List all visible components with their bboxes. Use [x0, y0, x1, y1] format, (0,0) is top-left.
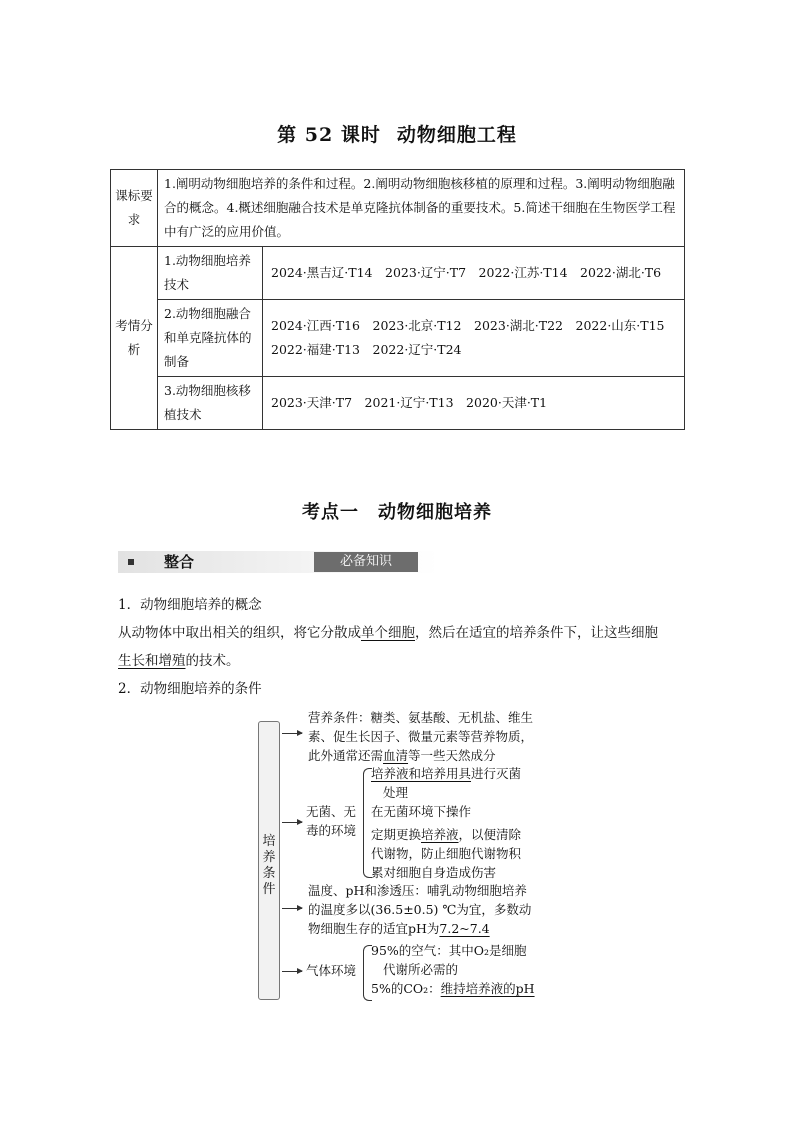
banner-main-label: 整合 — [164, 553, 195, 571]
analysis-row — [111, 300, 685, 377]
text-line: 素、促生长因子、微量元素等营养物质， — [308, 729, 534, 744]
sterile-label — [306, 802, 356, 840]
requirements-text: 1.阐明动物细胞培养的条件和过程。2.阐明动物细胞核移植的原理和过程。3.阐明动物细胞融合的概念。4.概述细胞融合技术是单克隆抗体制备的重要技术。5.简述干细胞在生物医学工程中有广泛的应用价值。 — [158, 170, 685, 247]
text-span: ，以便清除 — [458, 827, 522, 842]
text-line: 95%的空气：其中O₂是细胞 — [371, 943, 527, 958]
requirements-header: 课标要求 — [111, 170, 158, 247]
exam-refs-cell: 2024·黑吉辽·T14 2023·辽宁·T7 2022·江苏·T14 2022·湖北·T6 — [263, 247, 685, 300]
section-title: 考点一 动物细胞培养 — [302, 502, 492, 523]
text-span: ，然后在适宜的培养条件下，让这些细胞 — [415, 625, 658, 641]
text-line — [371, 979, 535, 998]
text-line — [308, 746, 533, 765]
text-span: 从动物体中取出相关的组织，将它分散成 — [118, 625, 361, 641]
root-label: 培 养 条 件 — [262, 834, 276, 897]
point1-body — [118, 619, 688, 675]
text-line — [308, 919, 531, 938]
analysis-row — [111, 377, 685, 430]
banner-sub-label: 必备知识 — [314, 552, 418, 572]
text-line: 营养条件：糖类、氨基酸、无机盐、维生 — [308, 710, 534, 725]
topic-cell: 3.动物细胞核移植技术 — [158, 377, 263, 430]
exam-refs-line: 2022·福建·T13 2022·辽宁·T24 — [271, 342, 462, 357]
temperature-text — [308, 881, 531, 938]
exam-refs-line: 2024·江西·T16 2023·北京·T12 2023·湖北·T22 2022·山东·T15 — [271, 318, 665, 333]
nutrition-text — [308, 708, 533, 765]
exam-refs-cell: 2023·天津·T7 2021·辽宁·T13 2020·天津·T1 — [263, 377, 685, 430]
text-line: 处理 — [383, 785, 409, 800]
text-line — [371, 825, 521, 844]
lesson-name: 动物细胞工程 — [396, 124, 517, 146]
text-span: 此外通常还需 — [308, 748, 384, 763]
text-span: 5%的CO₂： — [371, 981, 441, 996]
underlined-term: 血清 — [383, 748, 409, 763]
square-bullet-icon — [128, 559, 134, 565]
text-span: 等一些天然成分 — [408, 748, 496, 763]
text-line: 代谢所必需的 — [383, 962, 459, 977]
analysis-header: 考情分析 — [111, 247, 158, 430]
underlined-term: 单个细胞 — [361, 625, 415, 641]
point1-heading: 1．动物细胞培养的概念 — [118, 597, 262, 613]
arrow-icon — [282, 908, 302, 909]
arrow-icon — [282, 733, 302, 734]
analysis-row — [111, 247, 685, 300]
exam-refs-cell — [263, 300, 685, 377]
lesson-number: 第 52 课时 — [277, 124, 381, 146]
text-span: 进行灭菌 — [471, 766, 522, 781]
text-line — [371, 764, 521, 783]
arrow-icon — [282, 822, 302, 823]
sterile-items — [371, 764, 521, 882]
text-line: 无菌、无 — [306, 804, 357, 819]
text-span: 的技术。 — [185, 653, 240, 669]
arrow-icon — [282, 971, 302, 972]
underlined-term: 7.2~7.4 — [439, 921, 490, 936]
gas-items — [371, 941, 535, 998]
text-span: 物细胞生存的适宜pH为 — [308, 921, 440, 936]
text-line: 的温度多以(36.5±0.5) ℃为宜，多数动 — [308, 902, 532, 917]
curriculum-table — [110, 169, 685, 430]
topic-cell: 1.动物细胞培养技术 — [158, 247, 263, 300]
text-line: 在无菌环境下操作 — [371, 804, 472, 819]
page-title — [0, 120, 794, 147]
underlined-term: 培养液和培养用具 — [371, 766, 472, 781]
underlined-term: 维持培养液的pH — [440, 981, 535, 996]
text-line: 累对细胞自身造成伤害 — [371, 865, 497, 880]
root-box — [258, 721, 280, 1000]
underlined-term: 生长和增殖 — [118, 653, 186, 669]
text-line: 代谢物，防止细胞代谢物积 — [371, 846, 522, 861]
underlined-term: 培养液 — [421, 827, 459, 842]
text-line: 温度、pH和渗透压：哺乳动物细胞培养 — [308, 883, 527, 898]
gas-label: 气体环境 — [306, 963, 357, 978]
text-span: 定期更换 — [371, 827, 422, 842]
section-banner — [118, 551, 438, 573]
point2-heading: 2．动物细胞培养的条件 — [118, 681, 262, 697]
text-line: 毒的环境 — [306, 823, 357, 838]
requirements-row — [111, 170, 685, 247]
topic-cell: 2.动物细胞融合和单克隆抗体的制备 — [158, 300, 263, 377]
